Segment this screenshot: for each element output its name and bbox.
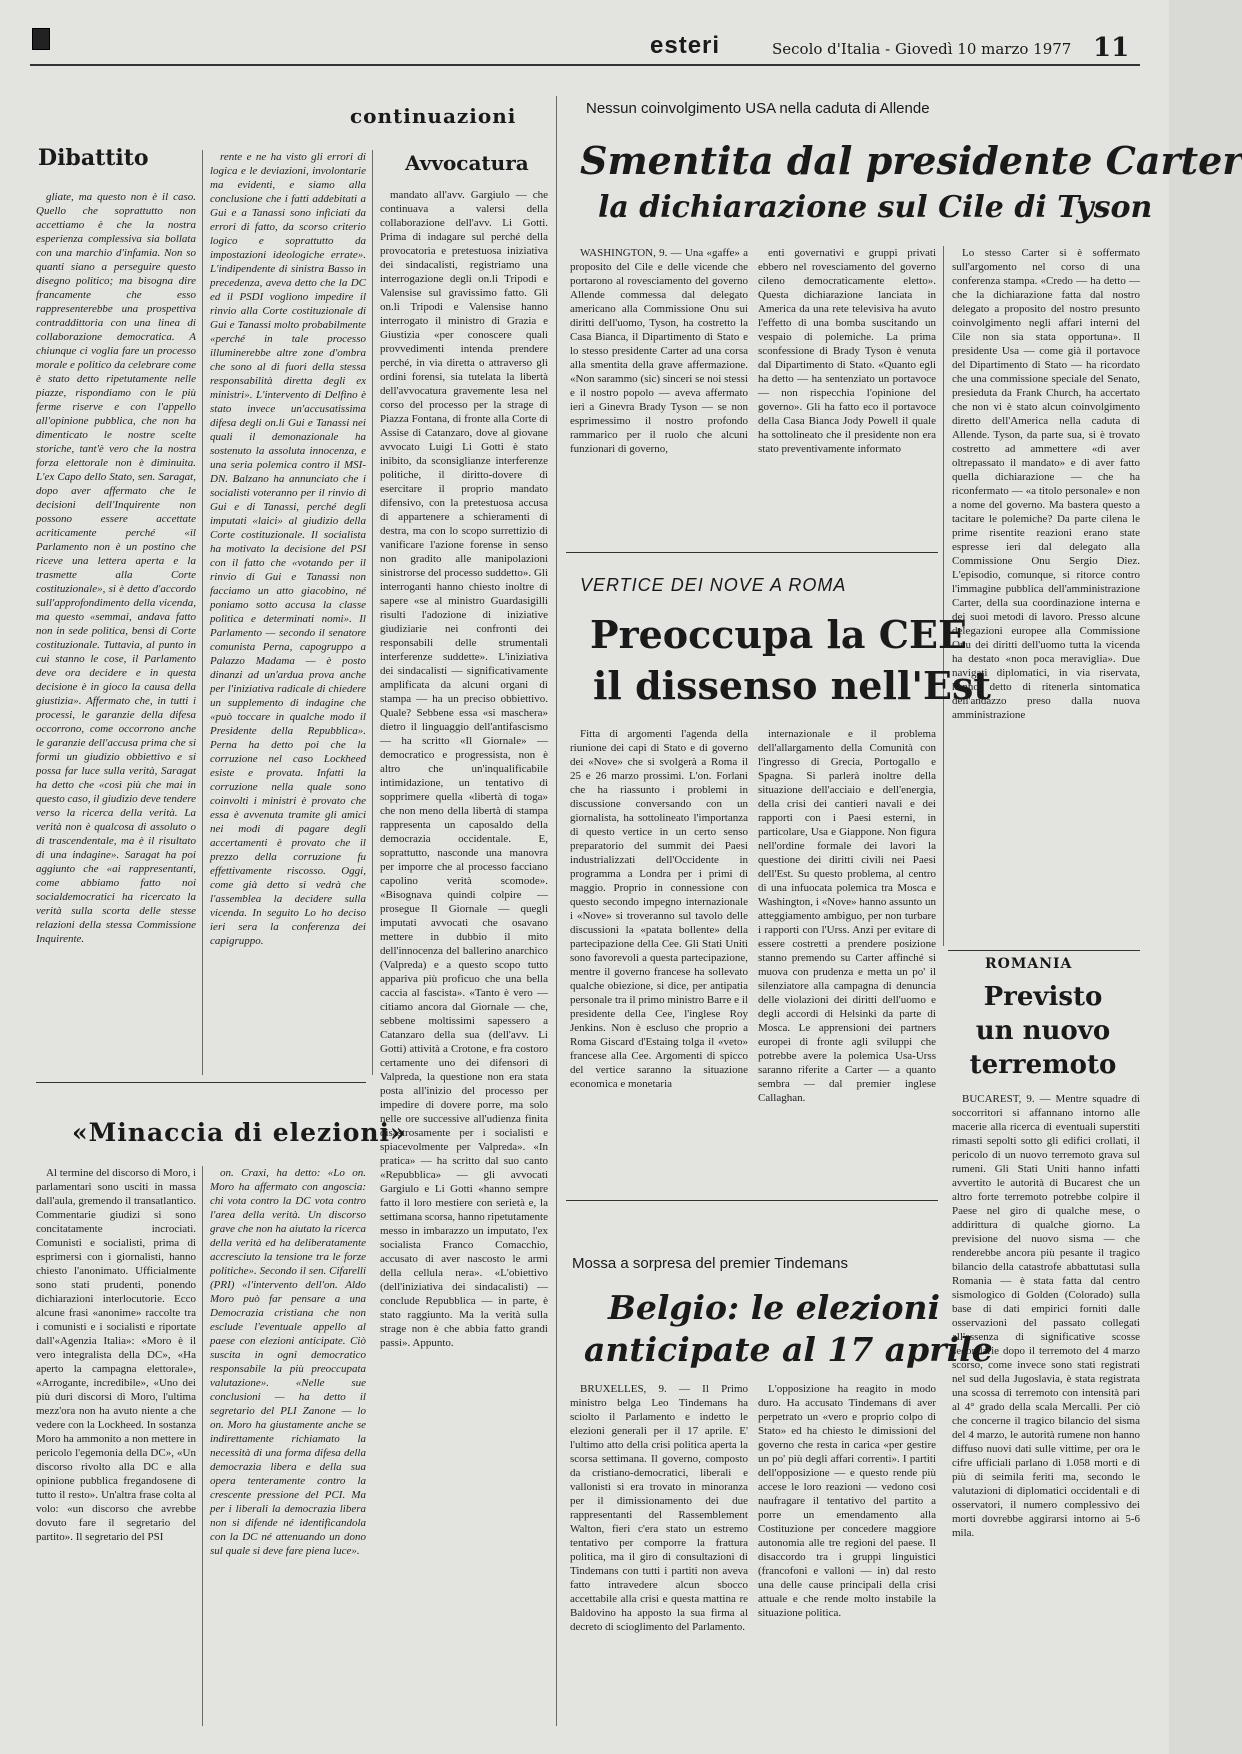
section-name: esteri <box>650 32 721 59</box>
column-divider <box>202 1166 203 1726</box>
section-rule <box>566 552 938 553</box>
column-divider <box>202 150 203 1075</box>
carter-col1: WASHINGTON, 9. — Una «gaffe» a proposito del Cile e delle vicende che portarono al rovesciamento del governo Allende commessa dal delegato americano alla Commissione Onu sui diritti dell'uomo, Tyson, ha costretto la Casa Bianca, il Dipartimento di Stato e lo stesso presidente Carter ad una corsa alla smentita della grave affermazione. «Non sarammo (sic) sinceri se noi stessi e il nostro popolo — aveva affermato ieri a Ginevra Brady Tyson — se non esprimessimo il nostro profondo rammarico per il ruolo che alcuni funzionari di governo, <box>570 247 748 455</box>
carter-col2: enti governativi e gruppi privati ebbero nel rovesciamento del governo cileno democraticamente eletto». Questa dichiarazione lanciata in America da una rete televisiva ha avuto l'effetto di una bomba suscitando un vespaio di polemiche. La prima sconfessione di Brady Tyson è venuta dal Dipartimento di Stato. «Quanto egli ha detto — ha sentenziato un portavoce — non rispecchia l'opinione del governo». Gli ha fatto eco il portavoce della Casa Bianca Jody Powell il quale ha sottolineato che il presidente non era stato preventivamente informato <box>758 247 936 455</box>
romania-text: BUCAREST, 9. — Mentre squadre di soccorritori si affannano intorno alle macerie alla ricerca di eventuali superstiti rimasti sepolti sotto gli edifici crollati, il pericolo di un nuovo terremoto grava sul rumeni. Gli Stati Uniti hanno infatti avvertito le autorità di Bucarest che un altro forte terremoto potrebbe colpire il Paese nel giro di qualche mese, o addirittura di qualche giorno. La previsione del nuovo sisma — che renderebbe ancora più pesante il tragico bilancio della catastrofe abbattutasi sulla Romania — è stata fatta dal centro sismologico di Golden (Colorado) sulla base di dati empirici forniti dalle osservazioni del passato collegati all'assenza di significative scosse secondarie dopo il terremoto del 4 marzo scorso, come invece sono stati registrati nel sud della Jugoslavia, è stata registrata una scossa di terremoto con intensità pari al 4° grado della scala Mercalli. Per ciò che concerne il tragico bilancio del sisma del 4 marzo, le autorità rumene non hanno diffuso nuovi dati sulle vittime, per ora le cifre ufficiali parlano di 1.058 morti e di più di seimila feriti ma, secondo le valutazioni di diplomatici occidentali e di osservatori, il numero complessivo dei morti dovrebbe aggirarsi intorno ai 5-6 mila. <box>952 1093 1140 1539</box>
paper-logo-icon <box>32 28 50 50</box>
column-divider <box>943 246 944 946</box>
section-rule <box>566 1200 938 1201</box>
page-number: 11 <box>1093 33 1130 63</box>
carter-headline-line1: Smentita dal presidente Carter <box>580 138 1242 183</box>
avvocatura-text: mandato all'avv. Gargiulo — che continuava a valersi della collaborazione dell'avv. Li Gotti. Prima di indagare sul perché della provocatoria e pretestuosa iniziativa dei sindacalisti, registriamo una interrogazione degli on.li Tripodi e Valensise sul gravissimo fatto. Gli on.li Tripodi e Valensise hanno interrogato il ministro di Grazia e Giustizia «per conoscere quali provvedimenti intenda prendere perché, in via diretta o attraverso gli ordini forensi, sia tutelata la libertà dell'avvocatura gravemente lesa nel corso del processo per la strage di Piazza Fontana, di fronte alla Corte di Assise di Catanzaro, dove al giovane avvocato Luigi Li Gotti è stato inibito, da sconsiglianze interferenze politiche, il diritto-dovere di esercitare il proprio mandato difensivo, con la pretestuosa accusa di appartenere a schieramenti di destra, ma con lo scopo surrettizio di vanificare l'azione forense in senso non gradito alle manipolazioni sinistrorse del processo suddetto». Gli interroganti hanno chiesto inoltre di sapere «se al ministro Guardasigilli risulti l'adozione di iniziative giudiziarie nei confronti dei responsabili delle strumentali interferenze suddette». L'iniziativa dei sindacalisti — significativamente amplificata da alcuni organi di stampa — ha un preciso obbiettivo. Quale? Sebbene essa «si maschera» dietro il linguaggio dell'antifascismo — ha scritto «Il Giornale» — democratico e progressista, non è altro che un'inqualificabile intimidazione, un tentativo di sopprimere quella «libertà di toga» che non meno della libertà di stampa rappresenta un caposaldo della democrazia occidentale. E, soprattutto, nasconde una manovra per imporre che al processo facciano capolino verità scomode». «Bisognava quindi colpire — prosegue Il Giornale — quegli imputati avvocati che osavano mettere in dubbio il mito dell'innocenza del ballerino anarchico (Valpreda) e a questo scopo tutto appariva più proficuo che una bella caccia al fascista». «Tanto è vero — citiamo ancora dal Giornale — che, sebbene moltissimi sapessero a Catanzaro della sua (dell'avv. Li Gotti) attività a Crotone, e fra costoro certamente uno dei difensori di Valpreda, la questione non era stata posta all'inizio del processo per impedire di dovere porre, ma solo nelle ore successive all'udienza finita disastrosamente per i socialisti e spiacevolmente per Valpreda». «In pratica» — ha scritto dal suo canto «Repubblica» — gli avvocati Gargiulo e Li Gotti «hanno sempre fatto il loro mestiere con serietà e, la settimana scorsa, hanno ripetutamente messo in imbarazzo un imputato, l'ex socialista Franco Comacchio, accusato di aver nascosto le armi della cellula nera». «L'obiettivo (dell'iniziativa dei sindacalisti) — conclude Repubblica — in parte, è stato raggiunto. Ma la verità sulla strage non è che abbia fatto grandi passi». Appunto. <box>380 189 548 1349</box>
romania-headline-line2: un nuovo <box>975 1016 1111 1046</box>
dibattito-col1: gliate, ma questo non è il caso. Quello che soprattutto non accettiamo è che la nostra esperienza complessiva sia bollata con una marchio d'infamia. Non so quanti siano a perseguire questo disegno politico; ma bisogna dire francamente che esso rappresenterebbe una prospettiva contraddittoria con una linea di collaborazione democratica. A chiunque ci voglia fare un processo morale e politico da celebrare come è stato detto ripetutamente nelle piazze, rispondiamo con le più ferme riserve e con l'appello all'opinione pubblica, che non ha dimenticato le nostre scelte storiche, tant'è vero che la nostra forza elettorale non è diminuita. L'ex Capo dello Stato, sen. Saragat, dopo aver affermato che le decisioni dell'Inquirente non possono essere accettate acriticamente perché «il Parlamento non è un postino che riceve una lettera aperta e la trasmette alla Corte costituzionale», si è detto d'accordo sull'approfondimento della vicenda, ma questo «semmai, andava fatto non in sede politica, bensì di Corte costituzionale. Tuttavia, al punto in cui stanno le cose, il Parlamento deve ora decidere e in questa decisione è in gioco la causa della giustizia». Affermato che, in tutti i processi, le garanzie della difesa occorrono, come occorrono anche le garanzie dell'accusa prima che si formi un giudizio obbiettivo e si possa far luce sulla verità, Saragat ha detto che «così più che mai in questo caso, il giudizio deve tendere verso la ricerca della verità. La verità non è qualcosa di assoluto o di trascendentale, ma è il risultato di una indagine». Saragat ha poi aggiunto che «ai rappresentanti, come abbiamo fatto noi socialdemocratici ha ricercato la verità sulla scorta delle stesse relazioni della stessa Commissione Inquirente. <box>36 191 196 945</box>
cee-headline-line2: il dissenso nell'Est <box>593 663 991 708</box>
minaccia-title: «Minaccia di elezioni» <box>72 1118 407 1147</box>
masthead-rule <box>30 64 1140 66</box>
dibattito-title: Dibattito <box>38 145 149 171</box>
continuazioni-label: continuazioni <box>350 104 517 128</box>
belgio-headline-line2: anticipate al 17 aprile <box>584 1330 993 1369</box>
romania-headline-line3: terremoto <box>969 1050 1117 1080</box>
romania-box-label: ROMANIA <box>985 956 1073 972</box>
publication-date: Secolo d'Italia - Giovedì 10 marzo 1977 <box>772 40 1072 58</box>
carter-headline-line2: la dichiarazione sul Cile di Tyson <box>598 190 1153 225</box>
cee-kicker: VERTICE DEI NOVE A ROMA <box>580 575 847 595</box>
cee-col1: Fitta di argomenti l'agenda della riunione dei capi di Stato e di governo dei «Nove» che si svolgerà a Roma il 25 e 26 marzo prossimi. L'on. Forlani che ha riassunto i problemi in discussione conversando con un giornalista, ha sottolineato l'importanza di questo vertice in un certo senso preparatorio del summit dei Paesi industrializzati dell'Occidente in programma a Londra per i primi di maggio. Proprio in connessione con questo secondo impegno internazionale i «Nove» si troveranno sul tavolo delle discussioni la «patata bollente» della partecipazione della Cee. Gli Stati Uniti sono favorevoli a questa partecipazione, mentre il governo francese ha sollevato qualche obiezione, si dice, per antipatia personale tra il primo ministro Barre e il presidente della Cee, l'inglese Roy Jenkins. Non è escluso che proprio a Roma Giscard d'Estaing tolga il «veto» francese alla Cee. Argomenti di spicco del vertice saranno la situazione economica e monetaria <box>570 728 748 1090</box>
belgio-col1: BRUXELLES, 9. — Il Primo ministro belga Leo Tindemans ha sciolto il Parlamento e indetto le elezioni generali per il 17 aprile. E' l'ultimo atto della crisi politica aperta la scorsa settimana. Il governo, composto da cristiano-democratici, liberali e vallonisti si era trovato in minoranza per il dimissionamento dei due rappresentanti del Rassemblement Walton, fieri c'era stato un estremo tentativo per comporre la frattura politica, ma il giro di consultazioni di Tindemans con tutti i partiti non aveva fatto intravedere alcun sbocco accettabile alla crisi e questa mattina re Baldovino ha apposto la sua firma al decreto di scioglimento del Parlamento. <box>570 1383 748 1633</box>
column-divider <box>372 150 373 1075</box>
section-rule <box>36 1082 366 1083</box>
carter-col3: Lo stesso Carter si è soffermato sull'argomento nel corso di una conferenza stampa. «Credo — ha detto — che la dichiarazione fatta dal nostro delegato a proposito del nostro presunto coinvolgimento negli affari interni del Cile non sia stata opportuna». Il presidente Usa — come già il portavoce del Dipartimento di Stato — ha ricordato che una commissione speciale del Senato, presieduta da Frank Church, ha accertato che non vi è stato alcun coinvolgimento diretto dell'America nella caduta di Allende. Tyson, da parte sua, si è trovato costretto ad ammettere «di aver oltrepassato il mandato» e di aver fatto quella dichiarazione — che ha riconfermato — «a titolo personale» e non a nome del governo. Ma bastera questo a tacitare le polemiche? Da parte cilena le prime risentite reazioni erano state espresse ieri dal delegato alla Commissione Onu Sergio Diez. L'episodio, comunque, si ritorce contro l'immagine pubblica dell'amministrazione Carter, della sua coordinazione interna e dei suoi metodi di lavoro. Presso alcune delegazioni europee alla Commissione Onu dei diritti dell'uomo tutta la vicenda ha destato «non poca meraviglia». Due navigati diplomatici, in via riservata, hanno detto di ritenerla sintomatica dell'andazzo preso dalla nuova amministrazione <box>952 247 1140 721</box>
belgio-headline-line1: Belgio: le elezioni <box>608 1288 941 1327</box>
carter-kicker: Nessun coinvolgimento USA nella caduta di Allende <box>586 100 930 117</box>
column-divider <box>556 96 557 1726</box>
minaccia-col2: on. Craxi, ha detto: «Lo on. Moro ha affermato con angoscia: chi vota contro la DC vota contro l'area della verità. Un discorso grave che non ha aiutato la ricerca della verità ed ha deliberatamente accresciuto la tensione tra le forze politiche». Secondo il sen. Cifarelli (PRI) «l'intervento dell'on. Aldo Moro può far pensare a una Democrazia cristiana che non esclude l'eventuale appello al paese con elezioni anticipate. Ciò suscita in ogni democratico responsabile la più preoccupata valutazione». «Nelle sue conclusioni — ha detto il segretario del PLI Zanone — lo on. Moro ha giustamente anche se indirettamente richiamato la necessità di una forma difesa della democrazia libera e della sua opera tenteramente contro la crescente pressione del PCI. Ma per i liberali la democrazia libera non si difende né identificandola con la DC né attenuando un dono sul quale si deve fare piena luce». <box>210 1167 366 1557</box>
minaccia-col1: Al termine del discorso di Moro, i parlamentari sono usciti in massa dall'aula, gremendo il transatlantico. Commentarie giudizi si sono concitatamente incrociati. Comunisti e socialisti, prima di esprimersi con i giornalisti, hanno chiesto l'anonimato. Ufficialmente sono stati prudenti, ponendo dichiarazioni interlocutorie. Ecco alcune frasi «anonime» raccolte tra i comunisti e i socialisti e riportate dall'«Agenzia Italia»: «Moro è il vero integralista della DC», «Ha aperto la campagna elettorale», «Arrogante, incredibile», «Uno dei più duri discorsi di Moro, l'ultima mezz'ora non ha avuto niente a che vedere con la Lockheed. In sostanza Moro ha ammonito a non mettere in pericolo l'egemonia della DC», «Un discorso rivolto alla DC e alla opinione pubblica fregandosene di tutto il resto». Un'altra frase colta al volo: «un discorso che avrebbe dovuto fare il segretario del partito». Il segretario del PSI <box>36 1167 197 1543</box>
dibattito-col2: rente e ne ha visto gli errori di logica e le deviazioni, involontarie ma evidenti, e siamo alla conclusione che i fatti addebitati a Gui e a Tanassi sono inficiati da errori di fatto, da scorso criterio logico e soprattutto da impostazioni ideologiche errate». L'indipendente di sinistra Basso in precedenza, aveva detto che la DC ed il PSDI vogliono impedire il rinvio alla Corte costituzionale di Gui e Tanassi molto probabilmente «perché in tale processo illuminerebbe altre zone d'ombra che sono al di fuori della stessa responsabilità diretta degli ex ministri». L'intervento di Delfino è stato invece un'accusatissima difesa degli on.li Gui e Tanassi nei quali il demonazionale ha sostenuto la assoluta innocenza, e una seria polemica contro il MSI-DN. Balzano ha annunciato che i socialisti voteranno per il rinvio di Gui e di Tanassi, perché degli imputati «laici» al giudizio della Corte costituzionale. Il socialista ha motivato la decisione del PSI con il fatto che «votando per il rinvio di Gui e Tanassi non facciamo un atto giacobino, né poniamo sotto accusa la classe politica e determinati nomi». Il Parlamento — secondo il senatore comunista Perna, capogruppo a Palazzo Madama — è posto dinanzi ad un'ardua prova anche per l'iniziativa radicale di chiedere un supplemento di indagine che «può toccare in qualche modo il Presidente della Repubblica». Perna ha detto poi che la corruzione nel caso Lockheed esiste e provata. Infatti la corruzione nella quale sono coinvolti i ministri è provato che essa è avvenuta tramite gli amici nei modi di pagare degli accertamenti è provato che il prezzo della corruzione fu effettivamente riscosso. Oggi, come già detto si vedrà che l'assemblea la decidere sulla vicenda. In seguito Lo ho deciso ieri sera la conferenza dei capigruppo. <box>210 151 366 947</box>
belgio-col2: L'opposizione ha reagito in modo duro. Ha accusato Tindemans di aver perpetrato un «vero e proprio colpo di Stato» ed ha chiesto le dimissioni del governo che resta in carica «per gestire un po' più degli affari correnti». I partiti dell'opposizione — e questo rende più accese le loro reazioni — vedono così naufragare il tentativo del partito a porre un emendamento alla Costituzione per concedere maggiore autonomia alle tre regioni del paese. Il disaccordo tra i gruppi linguistici (francofoni e valloni — in) dal resto una delle cause principali della crisi attuale e che rende molto instabile la situazione politica. <box>758 1383 936 1619</box>
cee-headline-line1: Preoccupa la CEE <box>590 612 967 657</box>
cee-col2: internazionale e il problema dell'allargamento della Comunità con l'ingresso di Grecia, Portogallo e Spagna. Si parlerà inoltre della situazione dell'acciaio e dell'energia, della crisi dei cantieri navali e dei rapporti con i Paesi esterni, in particolare, Usa e Giappone. Non figura nell'ordine formale dei lavori la questione dei diritti civili nei Paesi dell'Est. Su questo problema, al centro di una infuocata polemica tra Mosca e Washington, i «Nove» hanno assunto un atteggiamento ambiguo, per non turbare i rapporti con l'Urss. Anzi per evitare di essere costretti a prendere posizione stanno premendo su Carter affinché si muova con prudenza e metta un po' il silenziatore alla campagna di denuncia delle violazioni dei diritti dell'uomo e degli accordi di Helsinki da parte di Mosca. Le apprensioni dei partners europei di fronte agli sviluppi che potrebbe avere la polemica Usa-Urss saranno riferite a Carter — a quanto sembra — dal premier inglese Callaghan. <box>758 728 936 1104</box>
belgio-kicker: Mossa a sorpresa del premier Tindemans <box>572 1255 848 1272</box>
avvocatura-title: Avvocatura <box>405 151 529 175</box>
romania-headline-line1: Previsto <box>983 982 1103 1012</box>
section-rule <box>948 950 1140 951</box>
